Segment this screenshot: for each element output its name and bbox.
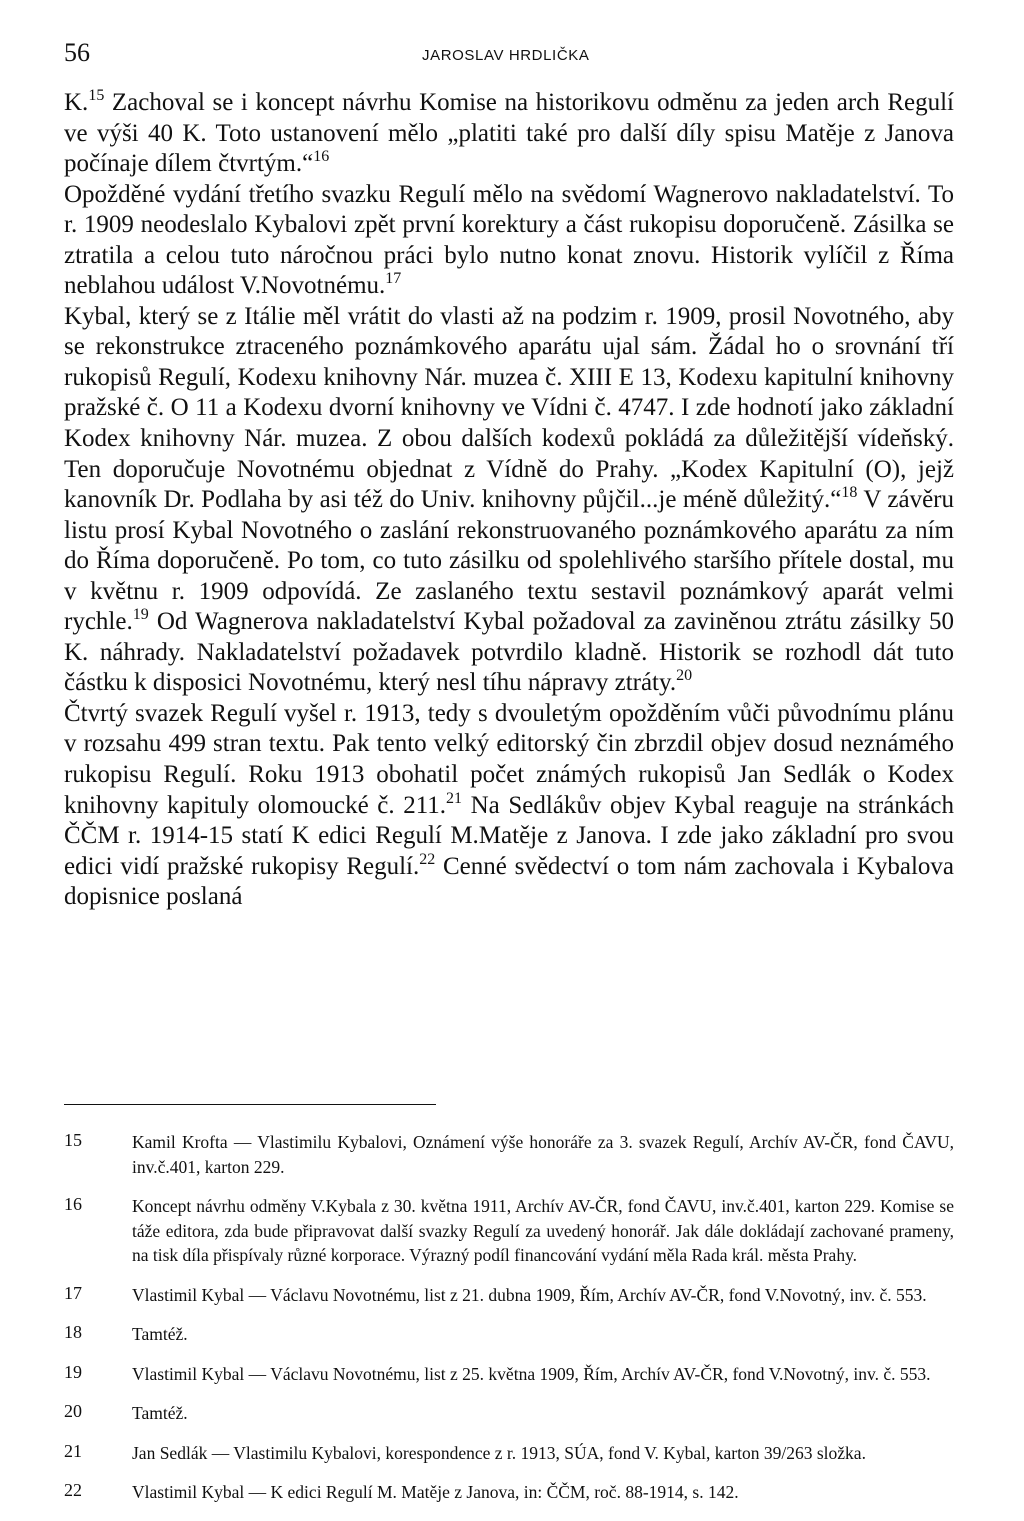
footnote-number: 19	[64, 1361, 82, 1382]
footnote-number: 15	[64, 1130, 82, 1150]
paragraph: Čtvrtý svazek Regulí vyšel r. 1913, tedy s dvouletým opožděním vůči původnímu plánu v rozsahu 499 stran textu. Pak tento velký editorský čin zbrzdil objev dosud neznámého rukopisu Regulí. Roku 1913 obohatil počet známých rukopisů Jan Sedlák o Kodex knihovny kapituly olomoucké č. 211.21 Na Sedlákův objev Kybal reaguje na stránkách ČČM r. 1914-15 statí K edici Regulí M.Matěje z Janova. I zde jako základní pro svou edici vidí pražské rukopisy Regulí.$^{22}$ Cenné svědectví o tom nám zachovala i Kybalova dopisnice poslaná	[64, 699, 954, 911]
footnote	[64, 1130, 954, 1179]
footnote	[64, 1480, 954, 1505]
footnote	[64, 1401, 954, 1426]
footnote-number: 17	[64, 1282, 82, 1303]
footnote	[64, 1283, 954, 1308]
paragraph: Kybal, který se z Itálie měl vrátit do vlasti až na podzim r. 1909, prosil Novotného, aby se rekonstrukce ztraceného poznámkového aparátu ujal sám. Žádal ho o srovnání tří rukopisů Regulí, Kodexu knihovny Nár. muzea č. XIII E 13, Kodexu kapitulní knihovny pražské č. O 11 a Kodexu dvorní knihovny ve Vídni č. 4747. I zde hodnotí jako základní Kodex knihovny Nár. muzea. Z obou dalších kodexů pokládá za důležitější vídeňský. Ten doporučuje Novotnému objednat z Vídně do Prahy. „Kodex Kapitulní (O), jejž kanovník Dr. Podlaha by asi též do Univ. knihovny půjčil...je méně důležitý.“$^{18}$ V závěru listu prosí Kybal Novotného o zaslání rekonstruovaného poznámkového aparátu za ním do Říma doporučeně. Po tom, co tuto zásilku od spolehlivého staršího přítele dostal, mu v květnu r. 1909 odpovídá. Ze zaslaného textu sestavil poznámkový aparát velmi rychle.$^{19}$ Od Wagnerova nakladatelství Kybal požadoval za zaviněnou ztrátu zásilky 50 K. náhrady. Nakladatelství požadavek potvrdilo kladně. Historik se rozhodl dát tuto částku k disposici Novotnému, který nesl tíhu nápravy ztráty.$^{20}$	[64, 302, 954, 697]
footnote-number: 20	[64, 1401, 82, 1421]
footnote-reference: 22	[419, 850, 436, 868]
footnote-reference: 18	[841, 484, 858, 502]
footnote	[64, 1362, 954, 1387]
paragraph: K.$^{15}$ Zachoval se i koncept návrhu Komise na historikovu odměnu za jeden arch Regulí ve výši 40 K. Toto ustanovení mělo „platiti také pro další díly spisu Matěje z Janova počínaje dílem čtvrtým.“$^{16}$	[64, 87, 954, 178]
footnote-text: Tamtéž.	[132, 1324, 188, 1344]
footnote	[64, 1441, 954, 1466]
footnote-text: Vlastimil Kybal — K edici Regulí M. Matěje z Janova, in: ČČM, roč. 88-1914, s. 142.	[132, 1482, 739, 1502]
footnote-number: 21	[64, 1440, 82, 1461]
footnote-reference: 21	[446, 789, 463, 807]
body-text	[64, 88, 954, 913]
footnote-reference: 16	[313, 148, 330, 166]
footnote-text: Kamil Krofta — Vlastimilu Kybalovi, Oznámení výše honoráře za 3. svazek Regulí, Archív AV-ČR, fond ČAVU, inv.č.401, karton 229.	[132, 1132, 954, 1177]
page-header	[64, 38, 954, 78]
footnote-separator	[64, 1104, 436, 1105]
paragraph: Opožděné vydání třetího svazku Regulí mělo na svědomí Wagnerovo nakladatelství. To r. 1909 neodeslalo Kybalovi zpět první korektury a část rukopisu doporučeně. Zásilka se ztratila a celou tuto náročnou práci bylo nutno konat znovu. Historik vylíčil z Říma neblahou událost V.Novotnému.$^{17}$	[64, 180, 954, 300]
footnote-reference: 19	[132, 606, 149, 624]
footnote-text: Vlastimil Kybal — Václavu Novotnému, list z 25. května 1909, Řím, Archív AV-ČR, fond V.Novotný, inv. č. 553.	[132, 1363, 931, 1384]
footnote-text: Tamtéž.	[132, 1403, 188, 1423]
running-head: JAROSLAV HRDLIČKA	[422, 47, 590, 64]
footnote-text: Jan Sedlák — Vlastimilu Kybalovi, korespondence z r. 1913, SÚA, fond V. Kybal, karton 39/263 složka.	[132, 1442, 866, 1463]
footnote-number: 16	[64, 1194, 82, 1214]
footnote-number: 22	[64, 1480, 82, 1500]
footnote-number: 18	[64, 1322, 82, 1342]
footnote-reference: 20	[676, 667, 693, 685]
footnotes	[64, 1130, 954, 1505]
footnote	[64, 1322, 954, 1347]
page-number: 56	[64, 38, 90, 67]
footnote-reference: 17	[385, 270, 402, 288]
footnote-reference: 15	[88, 87, 105, 104]
footnote-text: Koncept návrhu odměny V.Kybala z 30. května 1911, Archív AV-ČR, fond ČAVU, inv.č.401, karton 229. Komise se táže editora, zda bude připravovat další svazky Regulí za uvedený honorář. Jak dále dokládají zachované prameny, na tisk díla přispívaly různé korporace. Výrazný podíl financování vydání měla Rada král. města Prahy.	[132, 1196, 954, 1265]
footnote	[64, 1194, 954, 1268]
footnote-text: Vlastimil Kybal — Václavu Novotnému, list z 21. dubna 1909, Řím, Archív AV-ČR, fond V.Novotný, inv. č. 553.	[132, 1284, 927, 1305]
